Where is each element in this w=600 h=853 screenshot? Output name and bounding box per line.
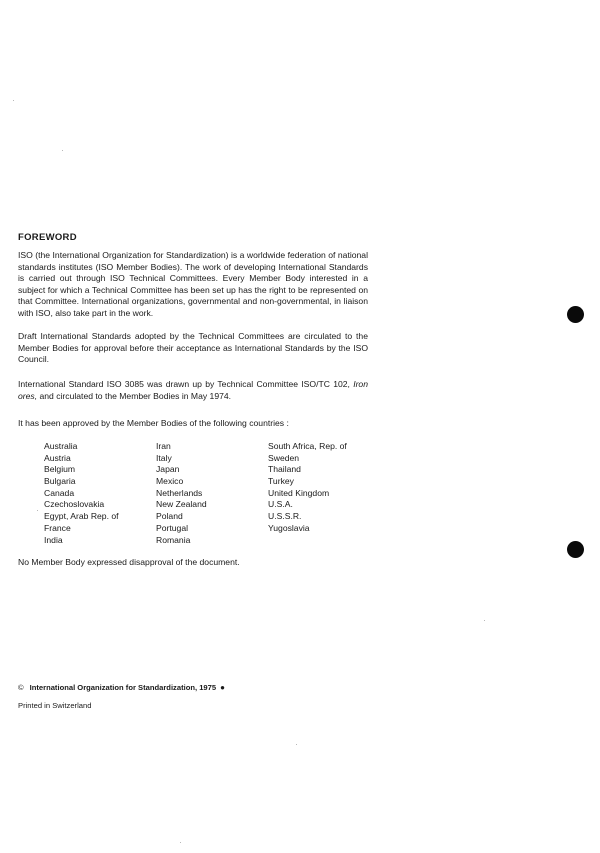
country-name: Japan xyxy=(156,464,180,475)
scan-speck xyxy=(37,510,38,511)
foreword-heading: FOREWORD xyxy=(18,232,77,243)
country-name: Portugal xyxy=(156,522,189,533)
country-name: Austria xyxy=(44,452,71,463)
scan-speck xyxy=(13,100,14,101)
country-name: Belgium xyxy=(44,464,76,475)
country-name: Iran xyxy=(156,441,171,451)
scan-speck xyxy=(62,150,63,151)
ink-blot-mark xyxy=(567,541,584,558)
country-column-3 xyxy=(268,441,347,535)
printed-location: Printed in Switzerland xyxy=(18,701,92,710)
country-name: Mexico xyxy=(156,476,184,487)
scan-speck xyxy=(296,744,297,745)
country-name: France xyxy=(44,522,71,533)
country-name: Canada xyxy=(44,487,75,498)
scan-speck xyxy=(484,620,485,621)
country-name: Yugoslavia xyxy=(268,522,310,533)
paragraph-draft-standards: Draft International Standards adopted by the Technical Committees are circulated to the Member Bodies for approval before their acceptance as International Standards by the ISO Council. xyxy=(18,331,368,365)
committee-subject: Iron ores, xyxy=(18,379,368,401)
country-name: India xyxy=(44,534,63,545)
country-name: Sweden xyxy=(268,452,300,463)
country-name: Romania xyxy=(156,534,191,545)
country-name: U.S.S.R. xyxy=(268,511,302,522)
country-name: U.S.A. xyxy=(268,499,293,510)
origin-text-end: and circulated to the Member Bodies in May 1974. xyxy=(37,390,232,401)
country-name: New Zealand xyxy=(156,499,207,510)
country-name: Netherlands xyxy=(156,487,203,498)
country-name: Poland xyxy=(156,511,183,522)
country-column-1 xyxy=(44,441,119,546)
bullet-icon: ● xyxy=(220,683,225,692)
country-column-2 xyxy=(156,441,207,546)
paragraph-no-disapproval: No Member Body expressed disapproval of the document. xyxy=(18,557,240,567)
paragraph-iso-intro: ISO (the International Organization for Standardization) is a worldwide federation of national standards institutes (ISO Member Bodies). The work of developing International Standards is carried out through ISO Technical Committees. Every Member Body interested in a subject for which a Technical Committee has been set up has the right to be represented on that Committee. International organizations, governmental and non-governmental, in liaison with ISO, also take part in the work. xyxy=(18,250,368,318)
country-name: Thailand xyxy=(268,464,301,475)
country-name: United Kingdom xyxy=(268,487,330,498)
country-name: Australia xyxy=(44,441,78,451)
paragraph-standard-origin xyxy=(18,379,368,402)
copyright-line xyxy=(18,683,225,692)
ink-blot-mark xyxy=(567,306,584,323)
country-name: South Africa, Rep. of xyxy=(268,441,347,451)
copyright-text: International Organization for Standardization, 1975 xyxy=(29,683,217,692)
country-name: Egypt, Arab Rep. of xyxy=(44,511,119,522)
country-name: Czechoslovakia xyxy=(44,499,105,510)
country-name: Italy xyxy=(156,452,172,463)
paragraph-approval-intro: It has been approved by the Member Bodies of the following countries : xyxy=(18,418,289,428)
origin-text-start: International Standard ISO 3085 was drawn up by Technical Committee ISO/TC 102, xyxy=(18,379,354,389)
scan-speck xyxy=(180,842,181,843)
country-name: Bulgaria xyxy=(44,476,76,487)
country-name: Turkey xyxy=(268,476,294,487)
copyright-symbol: © xyxy=(18,683,24,692)
